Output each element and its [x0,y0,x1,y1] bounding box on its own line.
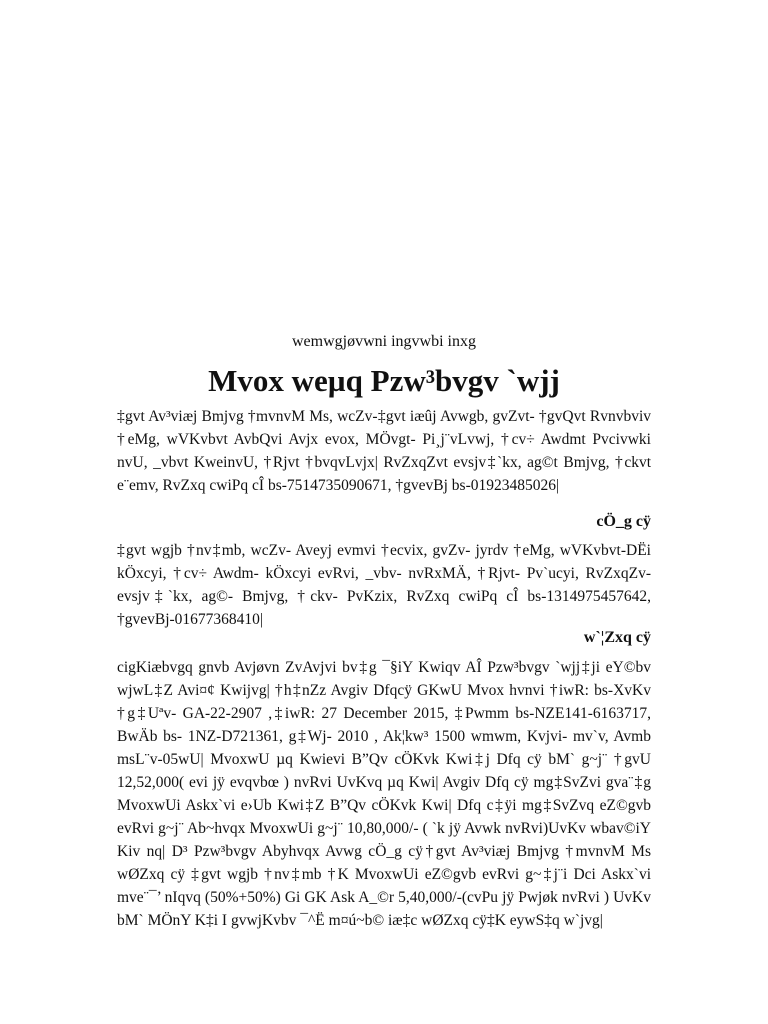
document-subtitle: wemwgjøvwni ingvwbi inxg [292,333,476,350]
second-party-paragraph: ‡gvt wgjb †nv‡mb, wcZv- Aveyj evmvi †ecvix, gvZv- jyrdv †eMg, wVKvbvt-DËi kÖxcyi, †cv÷ Awdm- kÖxcyi evRvi, _vbv- nvRxMÄ, †Rjvt- Pv`ucyi, RvZxqZv-evsjv‡`kx, ag©- Bmjvg, †ckv- PvKzix, RvZxq cwiPq cÎ bs-1314975457642, †gvevBj-01677368410| [117,542,651,628]
document-title: Mvox weµq Pzw³bvgv `wjj [208,363,560,398]
agreement-body-paragraph: cigKiæbvgq gnvb Avjøvn ZvAvjvi bv‡g ¯§iY Kwiqv AÎ Pzw³bvgv `wjj‡ji eY©bv wjwL‡Z Avi¤¢ Kwijvg| †h‡nZz Avgiv Dfqcÿ GKwU Mvox hvnvi †iwR: bs-XvKv †g‡Uªv- GA-22-2907 ,‡iwR: 27 December 2015, ‡Pwmm bs-NZE141-6163717, BwÄb bs- 1NZ-D721361, g‡Wj- 2010 , Ak¦kw³ 1500 wmwm, Kvjvi- mv`v, Avmb msL¨v-05wU| MvoxwU µq Kwievi B”Qv cÖKvk Kwi‡j Dfq cÿ bM` g~j¨ †gvU 12,52,000( evi jÿ evqvbœ ) nvRvi UvKvq µq Kwi| Avgiv Dfq cÿ mg‡SvZvi gva¨‡g MvoxwUi Askx`vi e›Ub Kwi‡Z B”Qv cÖKvk Kwi| Dfq c‡ÿi mg‡SvZvq eZ©gvb evRvi g~j¨ Ab~hvqx MvoxwUi g~j¨ 10,80,000/- ( `k jÿ Avwk nvRvi)UvKv wbav©iY Kiv nq| D³ Pzw³bvgv Abyhvqx Avwg cÖ_g cÿ†gvt Av³viæj Bmjvg †mvnvM Ms wØZxq cÿ ‡gvt wgjb †nv‡mb †K MvoxwUi eZ©gvb evRvi g~‡j¨i Dci Askx`vi mve¨¯’ nIqvq (50%+50%) Gi GK Ask A_©r 5,40,000/-(cvPu jÿ Pwjøk nvRvi ) UvKv bM` MÖnY K‡i I gvwjKvbv ¯^Ë m¤ú~b© iæ‡c wØZxq cÿ‡K eywS‡q w`jvg| [117,659,651,929]
second-party-label: w`¦Zxq cÿ [583,629,651,646]
first-party-paragraph: ‡gvt Av³viæj Bmjvg †mvnvM Ms, wcZv-‡gvt iæûj Avwgb, gvZvt- †gvQvt Rvnvbviv †eMg, wVKvbvt AvbQvi Avjx evox, MÖvgt- Pi¸j¨vLvwj, †cv÷ Awdmt Pvcivwki nvU, _vbvt KweinvU, †Rjvt †bvqvLvjx| RvZxqZvt evsjv‡`kx, ag©t Bmjvg, †ckvt e¨emv, RvZxq cwiPq cÎ bs-7514735090671, †gvevBj bs-01923485026| [117,408,651,494]
first-party-label: cÖ_g cÿ [596,513,651,530]
